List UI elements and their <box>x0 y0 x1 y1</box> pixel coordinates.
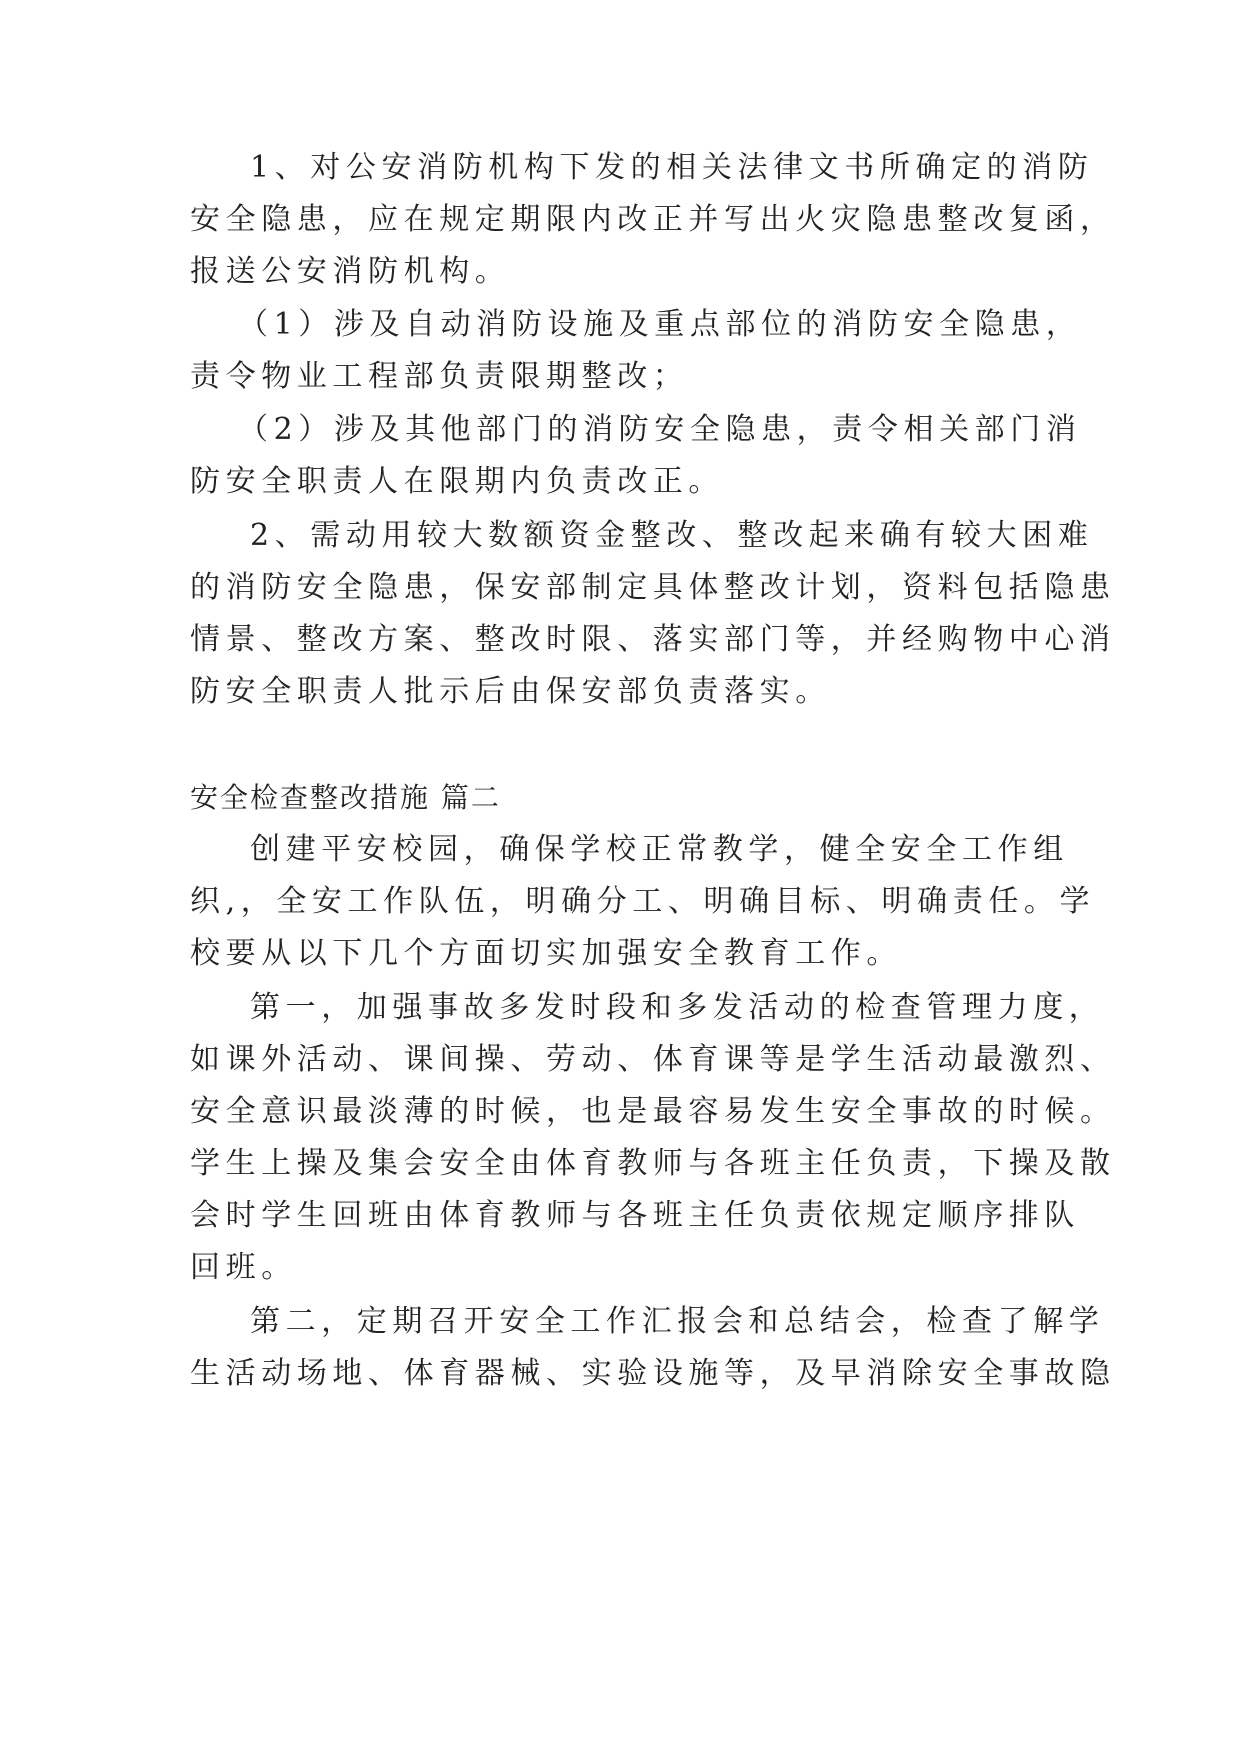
paragraph-1-line-1: 1、对公安消防机构下发的相关法律文书所确定的消防 <box>250 150 1094 185</box>
paragraph-3-line-1: （2）涉及其他部门的消防安全隐患，责令相关部门消 <box>238 412 1082 447</box>
section2-paragraph-1-line-3: 校要从以下几个方面切实加强安全教育工作。 <box>190 936 902 971</box>
paragraph-4-line-3: 情景、整改方案、整改时限、落实部门等，并经购物中心消 <box>190 622 1116 657</box>
paragraph-4-line-4: 防安全职责人批示后由保安部负责落实。 <box>190 674 831 709</box>
section-heading: 安全检查整改措施 篇二 <box>190 781 501 814</box>
paragraph-1-line-3: 报送公安消防机构。 <box>190 254 511 289</box>
paragraph-4-line-2: 的消防安全隐患，保安部制定具体整改计划，资料包括隐患 <box>190 570 1116 605</box>
paragraph-3-line-2: 防安全职责人在限期内负责改正。 <box>190 464 724 499</box>
paragraph-4-line-1: 2、需动用较大数额资金整改、整改起来确有较大困难 <box>250 518 1094 553</box>
paragraph-2-line-1: （1）涉及自动消防设施及重点部位的消防安全隐患， <box>238 307 1082 342</box>
section2-paragraph-3-line-1: 第二，定期召开安全工作汇报会和总结会，检查了解学 <box>250 1304 1105 1339</box>
section2-paragraph-3-line-2: 生活动场地、体育器械、实验设施等，及早消除安全事故隐 <box>190 1356 1116 1391</box>
section2-paragraph-1-line-2: 织,，全安工作队伍，明确分工、明确目标、明确责任。学 <box>190 884 1096 919</box>
section2-paragraph-2-line-5: 会时学生回班由体育教师与各班主任负责依规定顺序排队 <box>190 1198 1080 1233</box>
paragraph-1-line-2: 安全隐患，应在规定期限内改正并写出火灾隐患整改复函， <box>190 202 1116 237</box>
section2-paragraph-2-line-3: 安全意识最淡薄的时候，也是最容易发生安全事故的时候。 <box>190 1094 1116 1129</box>
section2-paragraph-2-line-6: 回班。 <box>190 1250 297 1285</box>
section2-paragraph-2-line-2: 如课外活动、课间操、劳动、体育课等是学生活动最激烈、 <box>190 1042 1116 1077</box>
section2-paragraph-2-line-4: 学生上操及集会安全由体育教师与各班主任负责，下操及散 <box>190 1146 1116 1181</box>
section2-paragraph-2-line-1: 第一，加强事故多发时段和多发活动的检查管理力度， <box>250 990 1105 1025</box>
section2-paragraph-1-line-1: 创建平安校园，确保学校正常教学，健全安全工作组 <box>250 832 1069 867</box>
paragraph-2-line-2: 责令物业工程部负责限期整改； <box>190 359 689 394</box>
